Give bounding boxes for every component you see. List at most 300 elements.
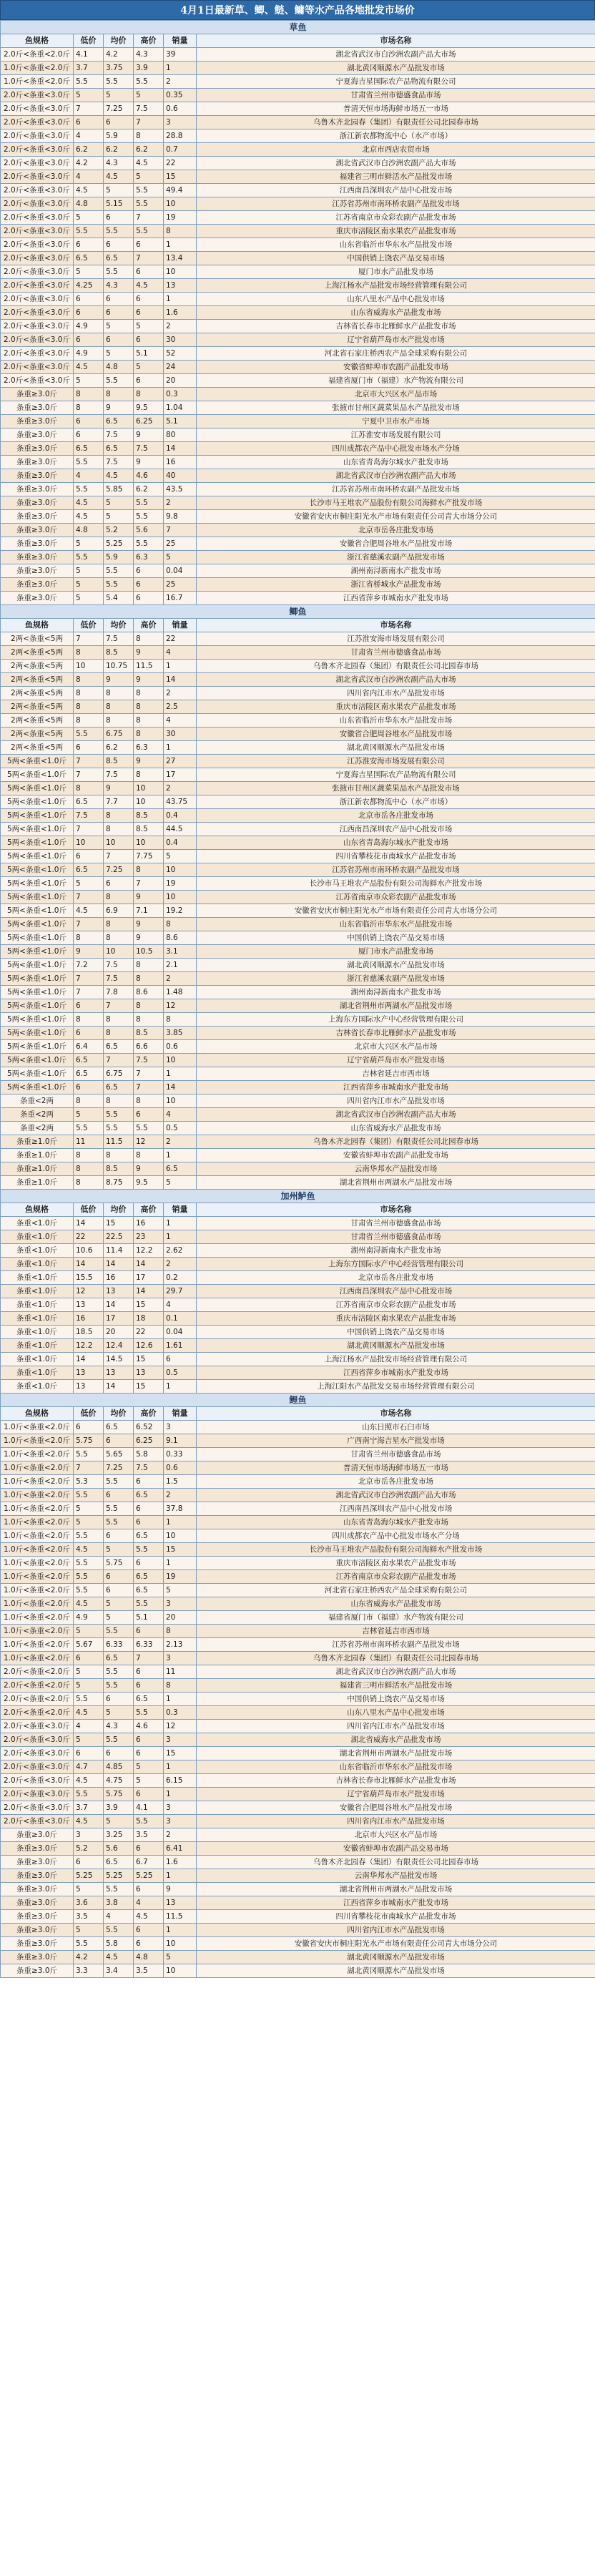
fish-spec: 2.0斤<条重<3.0斤 <box>1 1774 74 1788</box>
avg-price: 7.8 <box>104 986 134 999</box>
avg-price: 8 <box>104 700 134 714</box>
fish-spec: 条重≥3.0斤 <box>1 510 74 524</box>
high-price: 6 <box>134 1937 164 1951</box>
fish-spec: 1.0斤<条重<2.0斤 <box>1 62 74 75</box>
market-name: 湖北黄冈顺源水产品批发市场 <box>197 1339 595 1353</box>
market-name: 宁夏海吉星国际农产品物流有限公司 <box>197 75 595 89</box>
volume: 8 <box>164 1625 197 1638</box>
table-row <box>1 1027 595 1040</box>
table-row <box>1 537 595 551</box>
avg-price: 10.75 <box>104 660 134 673</box>
avg-price: 5.75 <box>104 1557 134 1570</box>
volume: 2 <box>164 75 197 89</box>
low-price: 5.2 <box>74 1842 104 1856</box>
high-price: 16 <box>134 1217 164 1230</box>
low-price: 4.5 <box>74 361 104 374</box>
section-title: 鲫鱼 <box>1 605 595 619</box>
low-price: 5.5 <box>74 225 104 238</box>
table-row <box>1 945 595 959</box>
high-price: 8 <box>134 714 164 728</box>
market-name: 乌鲁木齐北园春（集团）有限责任公司北园春市场 <box>197 116 595 129</box>
low-price: 10 <box>74 836 104 850</box>
market-name: 中国供销上饶农产品交易市场 <box>197 931 595 945</box>
table-row <box>1 1828 595 1842</box>
avg-price: 3.8 <box>104 1896 134 1910</box>
volume: 1.6 <box>164 306 197 320</box>
high-price: 9 <box>134 1162 164 1176</box>
low-price: 3.3 <box>74 1964 104 1978</box>
high-price: 7.5 <box>134 102 164 116</box>
market-name: 甘肃省兰州市德盛食品市场 <box>197 1217 595 1230</box>
avg-price: 11.5 <box>104 1135 134 1149</box>
high-price: 6 <box>134 592 164 605</box>
low-price: 7 <box>74 823 104 836</box>
high-price: 9.5 <box>134 1176 164 1190</box>
fish-spec: 5两<条重<1.0斤 <box>1 795 74 809</box>
low-price: 6.4 <box>74 1040 104 1054</box>
volume: 7 <box>164 524 197 537</box>
low-price-header: 低价 <box>74 1203 104 1217</box>
avg-price: 5.5 <box>104 1883 134 1896</box>
avg-price-header: 均价 <box>104 619 134 632</box>
fish-spec: 2两<条重<5两 <box>1 728 74 741</box>
low-price: 4 <box>74 1720 104 1733</box>
high-price: 7 <box>134 252 164 265</box>
avg-price: 17 <box>104 1312 134 1326</box>
table-row <box>1 1584 595 1597</box>
market-name: 河北省石家庄桥西农产品全球采购有限公司 <box>197 347 595 361</box>
avg-price: 6.33 <box>104 1638 134 1652</box>
high-price: 8 <box>134 700 164 714</box>
volume: 1 <box>164 1067 197 1081</box>
spec-header: 鱼规格 <box>1 34 74 48</box>
avg-price: 9 <box>104 401 134 415</box>
low-price: 5 <box>74 1625 104 1638</box>
volume: 1 <box>164 1516 197 1529</box>
market-name: 山东省临沂市华东水产品批发市场 <box>197 918 595 931</box>
table-row <box>1 1720 595 1733</box>
volume: 14 <box>164 442 197 456</box>
table-row <box>1 1543 595 1557</box>
fish-spec: 条重<1.0斤 <box>1 1271 74 1285</box>
avg-price: 5.5 <box>104 265 134 279</box>
table-row <box>1 428 595 442</box>
price-table-body <box>1 21 595 1978</box>
market-name: 云南华邦水产品批发市场 <box>197 1869 595 1883</box>
high-price: 5.5 <box>134 225 164 238</box>
avg-price: 4.5 <box>104 469 134 483</box>
avg-price: 7.5 <box>104 456 134 469</box>
volume: 1.61 <box>164 1339 197 1353</box>
volume: 15 <box>164 170 197 184</box>
fish-spec: 2.0斤<条重<2.0斤 <box>1 1693 74 1706</box>
table-row <box>1 795 595 809</box>
avg-price: 8 <box>104 809 134 823</box>
volume: 0.33 <box>164 1448 197 1461</box>
volume: 0.4 <box>164 809 197 823</box>
volume: 2 <box>164 1828 197 1842</box>
low-price: 4.9 <box>74 1611 104 1625</box>
high-price: 8 <box>134 1013 164 1027</box>
avg-price: 6 <box>104 1529 134 1543</box>
table-row <box>1 62 595 75</box>
volume: 1 <box>164 1230 197 1244</box>
column-header-row <box>1 34 595 48</box>
market-name: 中国供销上饶农产品交易市场 <box>197 1326 595 1339</box>
fish-spec: 条重≥3.0斤 <box>1 1964 74 1978</box>
fish-spec: 2两<条重<5两 <box>1 673 74 687</box>
market-name: 甘肃省兰州市德盛食品市场 <box>197 1448 595 1461</box>
fish-spec: 1.0斤<条重<2.0斤 <box>1 1489 74 1502</box>
market-name: 江苏省苏州市南环桥农副产品批发市场 <box>197 483 595 496</box>
high-price: 7 <box>134 1081 164 1094</box>
low-price: 4.5 <box>74 1706 104 1720</box>
market-name: 安徽省安庆市桐庄阳光水产市场有限责任公司青大市场分公司 <box>197 904 595 918</box>
fish-spec: 2.0斤<条重<3.0斤 <box>1 225 74 238</box>
fish-spec: 条重<1.0斤 <box>1 1326 74 1339</box>
low-price: 8 <box>74 1176 104 1190</box>
table-row <box>1 1326 595 1339</box>
high-price-header: 高价 <box>134 34 164 48</box>
table-row <box>1 265 595 279</box>
market-name: 乌鲁木齐北园春（集团）有限责任公司北园春市场 <box>197 1856 595 1869</box>
table-row <box>1 809 595 823</box>
low-price: 14 <box>74 1217 104 1230</box>
fish-spec: 条重<1.0斤 <box>1 1244 74 1258</box>
avg-price-header: 均价 <box>104 1203 134 1217</box>
table-row <box>1 1013 595 1027</box>
low-price: 5 <box>74 578 104 592</box>
fish-spec: 条重<1.0斤 <box>1 1353 74 1366</box>
table-row <box>1 891 595 904</box>
high-price-header: 高价 <box>134 1203 164 1217</box>
table-row <box>1 238 595 252</box>
volume: 4 <box>164 1298 197 1312</box>
fish-spec: 条重≥3.0斤 <box>1 1937 74 1951</box>
low-price: 4.5 <box>74 1774 104 1788</box>
high-price-header: 高价 <box>134 619 164 632</box>
volume: 10 <box>164 1937 197 1951</box>
low-price: 6 <box>74 1421 104 1434</box>
table-row <box>1 1217 595 1230</box>
volume: 1 <box>164 1557 197 1570</box>
avg-price: 5.5 <box>104 1625 134 1638</box>
high-price: 6 <box>134 1924 164 1937</box>
low-price: 6.5 <box>74 1067 104 1081</box>
avg-price: 8 <box>104 687 134 700</box>
fish-spec: 条重≥1.0斤 <box>1 1135 74 1149</box>
low-price: 5.5 <box>74 1529 104 1543</box>
market-name: 广西南宁海吉星水产批发市场 <box>197 1434 595 1448</box>
fish-spec: 5两<条重<1.0斤 <box>1 1054 74 1067</box>
low-price: 4.2 <box>74 157 104 170</box>
market-name: 安徽省蚌埠市农副产品交易市场 <box>197 1842 595 1856</box>
market-name: 湖北省武汉市白沙洲农副产品大市场 <box>197 1108 595 1122</box>
high-price: 8 <box>134 972 164 986</box>
high-price: 12.6 <box>134 1339 164 1353</box>
low-price: 4.5 <box>74 1597 104 1611</box>
high-price-header: 高价 <box>134 1407 164 1421</box>
avg-price: 7.5 <box>104 632 134 646</box>
low-price: 5 <box>74 211 104 225</box>
avg-price: 4.8 <box>104 361 134 374</box>
market-name: 山东省青岛海尔城水产批发市场 <box>197 456 595 469</box>
market-name: 长沙市马王堆农产品股份有限公司海鲜水产批发市场 <box>197 877 595 891</box>
volume: 1 <box>164 1380 197 1394</box>
volume: 27 <box>164 755 197 768</box>
avg-price: 6 <box>104 1570 134 1584</box>
fish-spec: 1.0斤<条重<2.0斤 <box>1 1434 74 1448</box>
high-price: 6.3 <box>134 741 164 755</box>
table-row <box>1 48 595 62</box>
low-price: 5.5 <box>74 728 104 741</box>
avg-price: 4.5 <box>104 170 134 184</box>
volume: 8 <box>164 225 197 238</box>
market-name: 湖北省威海水产品批发市场 <box>197 1733 595 1747</box>
market-name: 山东省临沂市华东水产品批发市场 <box>197 714 595 728</box>
market-name: 安徽省蚌埠市农副产品批发市场 <box>197 1149 595 1162</box>
high-price: 5.6 <box>134 524 164 537</box>
volume: 0.2 <box>164 1271 197 1285</box>
fish-spec: 条重<1.0斤 <box>1 1339 74 1353</box>
market-name: 吉林省长春市北雁鲜水产品批发市场 <box>197 320 595 333</box>
table-row <box>1 863 595 877</box>
market-name: 安徽省合肥周谷堆水产品批发市场 <box>197 728 595 741</box>
avg-price: 20 <box>104 1326 134 1339</box>
high-price: 5 <box>134 320 164 333</box>
avg-price: 5.75 <box>104 1788 134 1801</box>
avg-price: 5.65 <box>104 1448 134 1461</box>
market-name: 吉林省长春市北雁鲜水产品批发市场 <box>197 1774 595 1788</box>
volume: 13 <box>164 279 197 293</box>
fish-spec: 2.0斤<条重<2.0斤 <box>1 1706 74 1720</box>
high-price: 5.5 <box>134 510 164 524</box>
volume: 3 <box>164 1801 197 1815</box>
table-row <box>1 75 595 89</box>
volume: 12 <box>164 1720 197 1733</box>
volume: 9.8 <box>164 510 197 524</box>
price-table <box>0 20 595 1978</box>
market-name: 上海东方国际水产中心经营管理有限公司 <box>197 1013 595 1027</box>
avg-price: 6 <box>104 1434 134 1448</box>
market-name: 江苏省南京市众彩农副产品批发市场 <box>197 1298 595 1312</box>
table-row <box>1 1910 595 1924</box>
section-title-row <box>1 1394 595 1407</box>
low-price: 3 <box>74 1828 104 1842</box>
fish-spec: 5两<条重<1.0斤 <box>1 1040 74 1054</box>
fish-spec: 2.0斤<条重<3.0斤 <box>1 238 74 252</box>
avg-price: 13 <box>104 1285 134 1298</box>
avg-price: 10 <box>104 945 134 959</box>
avg-price: 5.5 <box>104 225 134 238</box>
low-price: 5.5 <box>74 1693 104 1706</box>
high-price: 5.1 <box>134 1611 164 1625</box>
low-price: 3.7 <box>74 1801 104 1815</box>
market-name: 长沙市马王堆农产品股份有限公司海鲜水产批发市场 <box>197 496 595 510</box>
fish-spec: 1.0斤<条重<2.0斤 <box>1 1611 74 1625</box>
fish-spec: 5两<条重<1.0斤 <box>1 863 74 877</box>
volume: 16.7 <box>164 592 197 605</box>
column-header-row <box>1 619 595 632</box>
market-name: 湖北黄冈顺源水产品批发市场 <box>197 62 595 75</box>
fish-spec: 2.0斤<条重<3.0斤 <box>1 306 74 320</box>
high-price: 9 <box>134 755 164 768</box>
table-row <box>1 1625 595 1638</box>
high-price: 12.2 <box>134 1244 164 1258</box>
high-price: 9 <box>134 646 164 660</box>
high-price: 6 <box>134 306 164 320</box>
avg-price: 8 <box>104 1013 134 1027</box>
table-row <box>1 1760 595 1774</box>
table-row <box>1 1638 595 1652</box>
table-row <box>1 293 595 306</box>
fish-spec: 2.0斤<条重<3.0斤 <box>1 320 74 333</box>
table-row <box>1 320 595 333</box>
high-price: 3.9 <box>134 62 164 75</box>
volume: 0.5 <box>164 1122 197 1135</box>
table-row <box>1 1258 595 1271</box>
high-price: 4.8 <box>134 1951 164 1964</box>
market-name: 湖北省武汉市白沙洲农副产品大市场 <box>197 673 595 687</box>
market-name: 湖北省武汉市白沙洲农副产品大市场 <box>197 48 595 62</box>
volume: 29.7 <box>164 1285 197 1298</box>
volume: 1.48 <box>164 986 197 999</box>
table-row <box>1 1353 595 1366</box>
low-price: 5.5 <box>74 456 104 469</box>
high-price: 6.5 <box>134 1529 164 1543</box>
volume: 0.1 <box>164 1312 197 1326</box>
fish-spec: 5两<条重<1.0斤 <box>1 959 74 972</box>
low-price: 7 <box>74 1461 104 1475</box>
high-price: 6 <box>134 265 164 279</box>
fish-spec: 2两<条重<5两 <box>1 646 74 660</box>
low-price: 5.5 <box>74 1489 104 1502</box>
high-price: 3.5 <box>134 1964 164 1978</box>
market-name: 厦门市水产品批发市场 <box>197 945 595 959</box>
volume: 0.3 <box>164 388 197 401</box>
fish-spec: 5两<条重<1.0斤 <box>1 823 74 836</box>
volume: 5 <box>164 1584 197 1597</box>
market-name: 河北省石家庄桥西农产品全球采购有限公司 <box>197 1584 595 1597</box>
avg-price: 5.9 <box>104 551 134 564</box>
volume: 0.3 <box>164 1706 197 1720</box>
avg-price: 6 <box>104 1747 134 1760</box>
avg-price: 8 <box>104 714 134 728</box>
fish-spec: 5两<条重<1.0斤 <box>1 918 74 931</box>
fish-spec: 2.0斤<条重<3.0斤 <box>1 293 74 306</box>
volume: 52 <box>164 347 197 361</box>
table-row <box>1 1339 595 1353</box>
market-name: 上海江阳水产品批发交易市场经营管理有限公司 <box>197 1380 595 1394</box>
fish-spec: 2.0斤<条重<3.0斤 <box>1 129 74 143</box>
volume: 1 <box>164 238 197 252</box>
table-row <box>1 1081 595 1094</box>
table-row <box>1 1896 595 1910</box>
low-price: 5 <box>74 1516 104 1529</box>
table-row <box>1 510 595 524</box>
avg-price: 11.4 <box>104 1244 134 1258</box>
high-price: 5 <box>134 170 164 184</box>
market-name: 江西省萍乡市城南水产批发市场 <box>197 1366 595 1380</box>
volume: 24 <box>164 361 197 374</box>
table-row <box>1 211 595 225</box>
fish-spec: 5两<条重<1.0斤 <box>1 1013 74 1027</box>
market-name: 普清天恒市场海鲜市场五一市场 <box>197 1461 595 1475</box>
low-price: 5.5 <box>74 483 104 496</box>
fish-spec: 条重≥3.0斤 <box>1 1896 74 1910</box>
fish-spec: 1.0斤<条重<2.0斤 <box>1 1638 74 1652</box>
high-price: 6.6 <box>134 1040 164 1054</box>
market-name: 湖北黄冈顺源水产品批发市场 <box>197 1964 595 1978</box>
volume: 25 <box>164 578 197 592</box>
high-price: 9 <box>134 428 164 442</box>
fish-spec: 条重≥3.0斤 <box>1 428 74 442</box>
fish-spec: 条重≥1.0斤 <box>1 1162 74 1176</box>
fish-spec: 条重≥3.0斤 <box>1 401 74 415</box>
high-price: 6 <box>134 333 164 347</box>
table-row <box>1 469 595 483</box>
low-price: 4.5 <box>74 496 104 510</box>
fish-spec: 条重≥3.0斤 <box>1 496 74 510</box>
market-name: 四川成都农产品中心批发市场水产分场 <box>197 1529 595 1543</box>
table-row <box>1 170 595 184</box>
volume: 10 <box>164 1054 197 1067</box>
fish-spec: 条重≥3.0斤 <box>1 1924 74 1937</box>
avg-price: 4.3 <box>104 1720 134 1733</box>
fish-spec: 条重<1.0斤 <box>1 1217 74 1230</box>
low-price: 5 <box>74 1733 104 1747</box>
market-name: 安徽省合肥周谷堆水产品批发市场 <box>197 1801 595 1815</box>
volume: 30 <box>164 728 197 741</box>
avg-price: 3.25 <box>104 1828 134 1842</box>
low-price: 8 <box>74 646 104 660</box>
fish-spec: 5两<条重<1.0斤 <box>1 850 74 863</box>
avg-price: 5.5 <box>104 1475 134 1489</box>
table-row <box>1 1951 595 1964</box>
low-price: 4.9 <box>74 347 104 361</box>
high-price: 9 <box>134 891 164 904</box>
market-name: 福建省厦门市（福建）水产物流有限公司 <box>197 374 595 388</box>
market-name: 江苏省苏州市南环桥农副产品批发市场 <box>197 1638 595 1652</box>
fish-spec: 1.0斤<条重<2.0斤 <box>1 1625 74 1638</box>
avg-price: 5.25 <box>104 1869 134 1883</box>
fish-spec: 2.0斤<条重<3.0斤 <box>1 102 74 116</box>
volume: 1.04 <box>164 401 197 415</box>
table-row <box>1 564 595 578</box>
fish-spec: 1.0斤<条重<2.0斤 <box>1 1584 74 1597</box>
market-header: 市场名称 <box>197 1407 595 1421</box>
table-row <box>1 782 595 795</box>
avg-price: 8.5 <box>104 646 134 660</box>
avg-price: 6.5 <box>104 1652 134 1665</box>
market-name: 江苏省苏州市南环桥农副产品批发市场 <box>197 863 595 877</box>
high-price: 4.6 <box>134 469 164 483</box>
high-price: 6 <box>134 1747 164 1760</box>
avg-price: 6 <box>104 333 134 347</box>
high-price: 8 <box>134 728 164 741</box>
table-row <box>1 1434 595 1448</box>
low-price: 5.5 <box>74 1584 104 1597</box>
market-name: 安徽省安庆市桐庄阳光水产市场有限责任公司青大市场分公司 <box>197 1937 595 1951</box>
fish-spec: 5两<条重<1.0斤 <box>1 836 74 850</box>
market-name: 福建省三明市鲜活水产品批发市场 <box>197 170 595 184</box>
fish-spec: 条重≥3.0斤 <box>1 456 74 469</box>
high-price: 6.5 <box>134 1584 164 1597</box>
volume: 28.8 <box>164 129 197 143</box>
volume: 20 <box>164 1611 197 1625</box>
high-price: 9 <box>134 931 164 945</box>
high-price: 8 <box>134 1094 164 1108</box>
